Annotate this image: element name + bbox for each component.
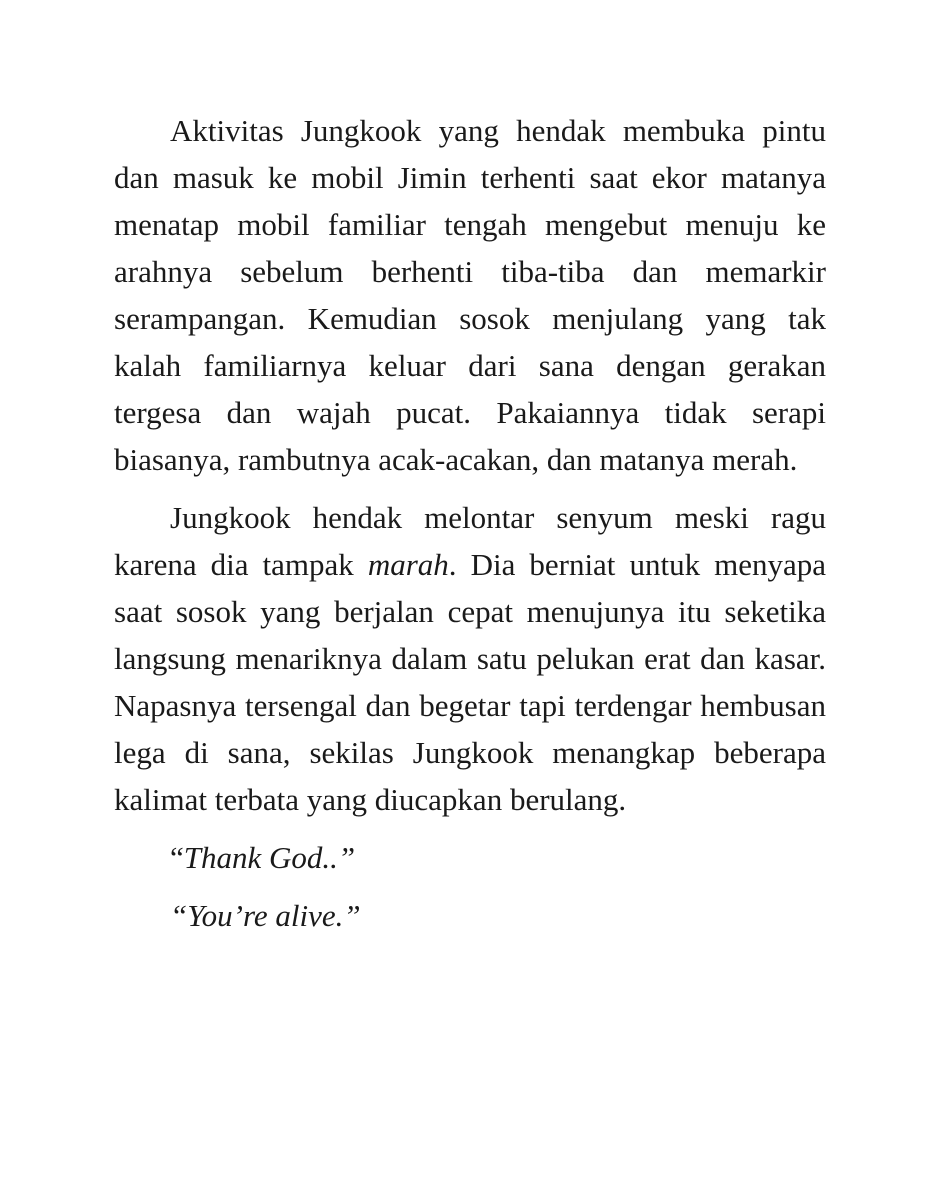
paragraph-2-part-2: . Dia berniat untuk menyapa saat sosok yang berjalan cepat menujunya itu seketika langsung menariknya dalam satu pelukan erat dan kasar. Napasnya tersengal dan begetar tapi terdengar hembusan lega di sana, sekilas Jungkook menangkap beberapa kalimat terbata yang diucapkan berulang. bbox=[114, 547, 826, 817]
paragraph-2 bbox=[114, 494, 826, 823]
paragraph-1: Aktivitas Jungkook yang hendak membuka pintu dan masuk ke mobil Jimin terhenti saat ekor matanya menatap mobil familiar tengah mengebut menuju ke arahnya sebelum berhenti tiba-tiba dan memarkir serampangan. Kemudian sosok menjulang yang tak kalah familiarnya keluar dari sana dengan gerakan tergesa dan wajah pucat. Pakaiannya tidak serapi biasanya, rambutnya acak-acakan, dan matanya merah. bbox=[114, 113, 826, 477]
paragraph-2-part-1: Jungkook hendak melontar senyum meski ragu karena dia tampak bbox=[114, 500, 826, 582]
body-text bbox=[114, 107, 826, 939]
dialogue-line-2 bbox=[114, 892, 826, 939]
emphasis-word: marah bbox=[367, 547, 449, 582]
dialogue-2-text: “You’re alive.” bbox=[170, 898, 361, 933]
dialogue-1-text: Thank God..” bbox=[183, 840, 356, 875]
dialogue-line-1 bbox=[114, 834, 826, 881]
dialogue-1-open-quote: “ bbox=[170, 840, 184, 875]
